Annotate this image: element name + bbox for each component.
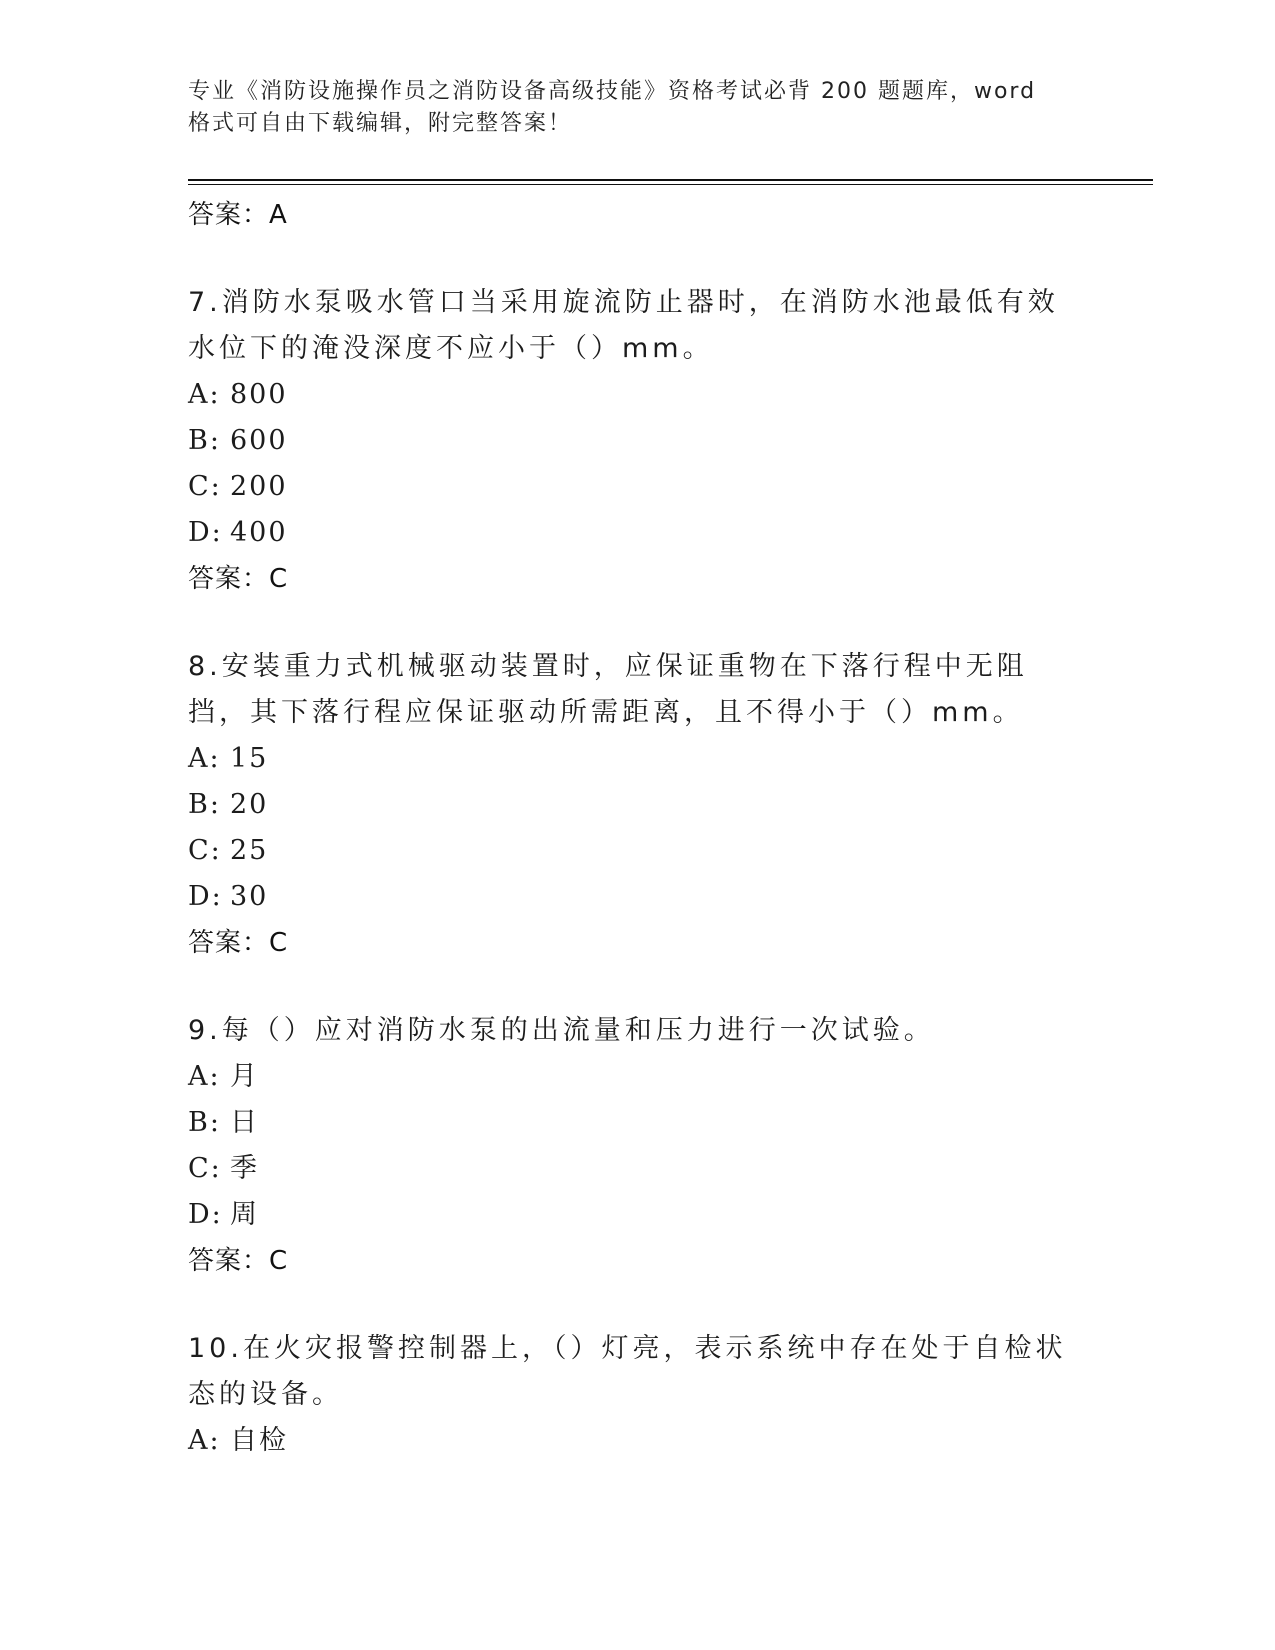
option-d [188,874,1088,920]
option-a [188,1054,1088,1100]
question-stem: 10.在火灾报警控制器上，（）灯亮，表示系统中存在处于自检状态的设备。 [188,1333,1067,1410]
option-text: 月 [230,1061,259,1092]
option-text: 800 [230,379,288,410]
document-body [188,188,1088,1464]
option-d [188,510,1088,556]
option-letter: B: [188,789,221,820]
option-text: 200 [230,471,288,502]
option-text: 20 [230,789,269,820]
question-block [188,1326,1088,1464]
option-b [188,418,1088,464]
question-block [188,280,1088,602]
option-letter: A: [188,379,221,410]
option-text: 日 [230,1107,259,1138]
option-c [188,464,1088,510]
answer-line: 答案：C [188,564,289,594]
option-b [188,782,1088,828]
question-stem: 8.安装重力式机械驱动装置时，应保证重物在下落行程中无阻挡，其下落行程应保证驱动所需距离，且不得小于（）mm。 [188,651,1028,728]
option-letter: C: [188,1153,222,1184]
option-a [188,736,1088,782]
option-letter: D: [188,517,223,548]
question-block [188,1008,1088,1284]
header-divider-thick [188,179,1153,181]
option-letter: C: [188,471,222,502]
answer-line: 答案：C [188,928,289,958]
option-letter: B: [188,425,221,456]
question-block [188,644,1088,966]
option-letter: D: [188,1199,223,1230]
option-letter: A: [188,1061,221,1092]
option-letter: D: [188,881,223,912]
option-text: 25 [230,835,269,866]
option-letter: C: [188,835,222,866]
option-text: 自检 [230,1425,288,1456]
answer-line: 答案：C [188,1246,289,1276]
option-d [188,1192,1088,1238]
option-c [188,1146,1088,1192]
question-stem: 9.每（）应对消防水泵的出流量和压力进行一次试验。 [188,1015,935,1046]
option-a [188,1418,1088,1464]
option-text: 季 [230,1153,259,1184]
question-stem: 7.消防水泵吸水管口当采用旋流防止器时，在消防水池最低有效水位下的淹没深度不应小于（）mm。 [188,287,1059,364]
answer-line: 答案：A [188,200,288,230]
option-letter: B: [188,1107,221,1138]
option-letter: A: [188,1425,221,1456]
option-b [188,1100,1088,1146]
option-c [188,828,1088,874]
option-letter: A: [188,743,221,774]
option-text: 30 [230,881,269,912]
option-text: 周 [230,1199,259,1230]
header-divider-thin [188,184,1153,185]
document-header: 专业《消防设施操作员之消防设备高级技能》资格考试必背 200 题题库，word 格式可自由下载编辑，附完整答案！ [188,79,1037,136]
option-text: 600 [230,425,288,456]
option-text: 15 [230,743,269,774]
option-text: 400 [230,517,288,548]
option-a [188,372,1088,418]
